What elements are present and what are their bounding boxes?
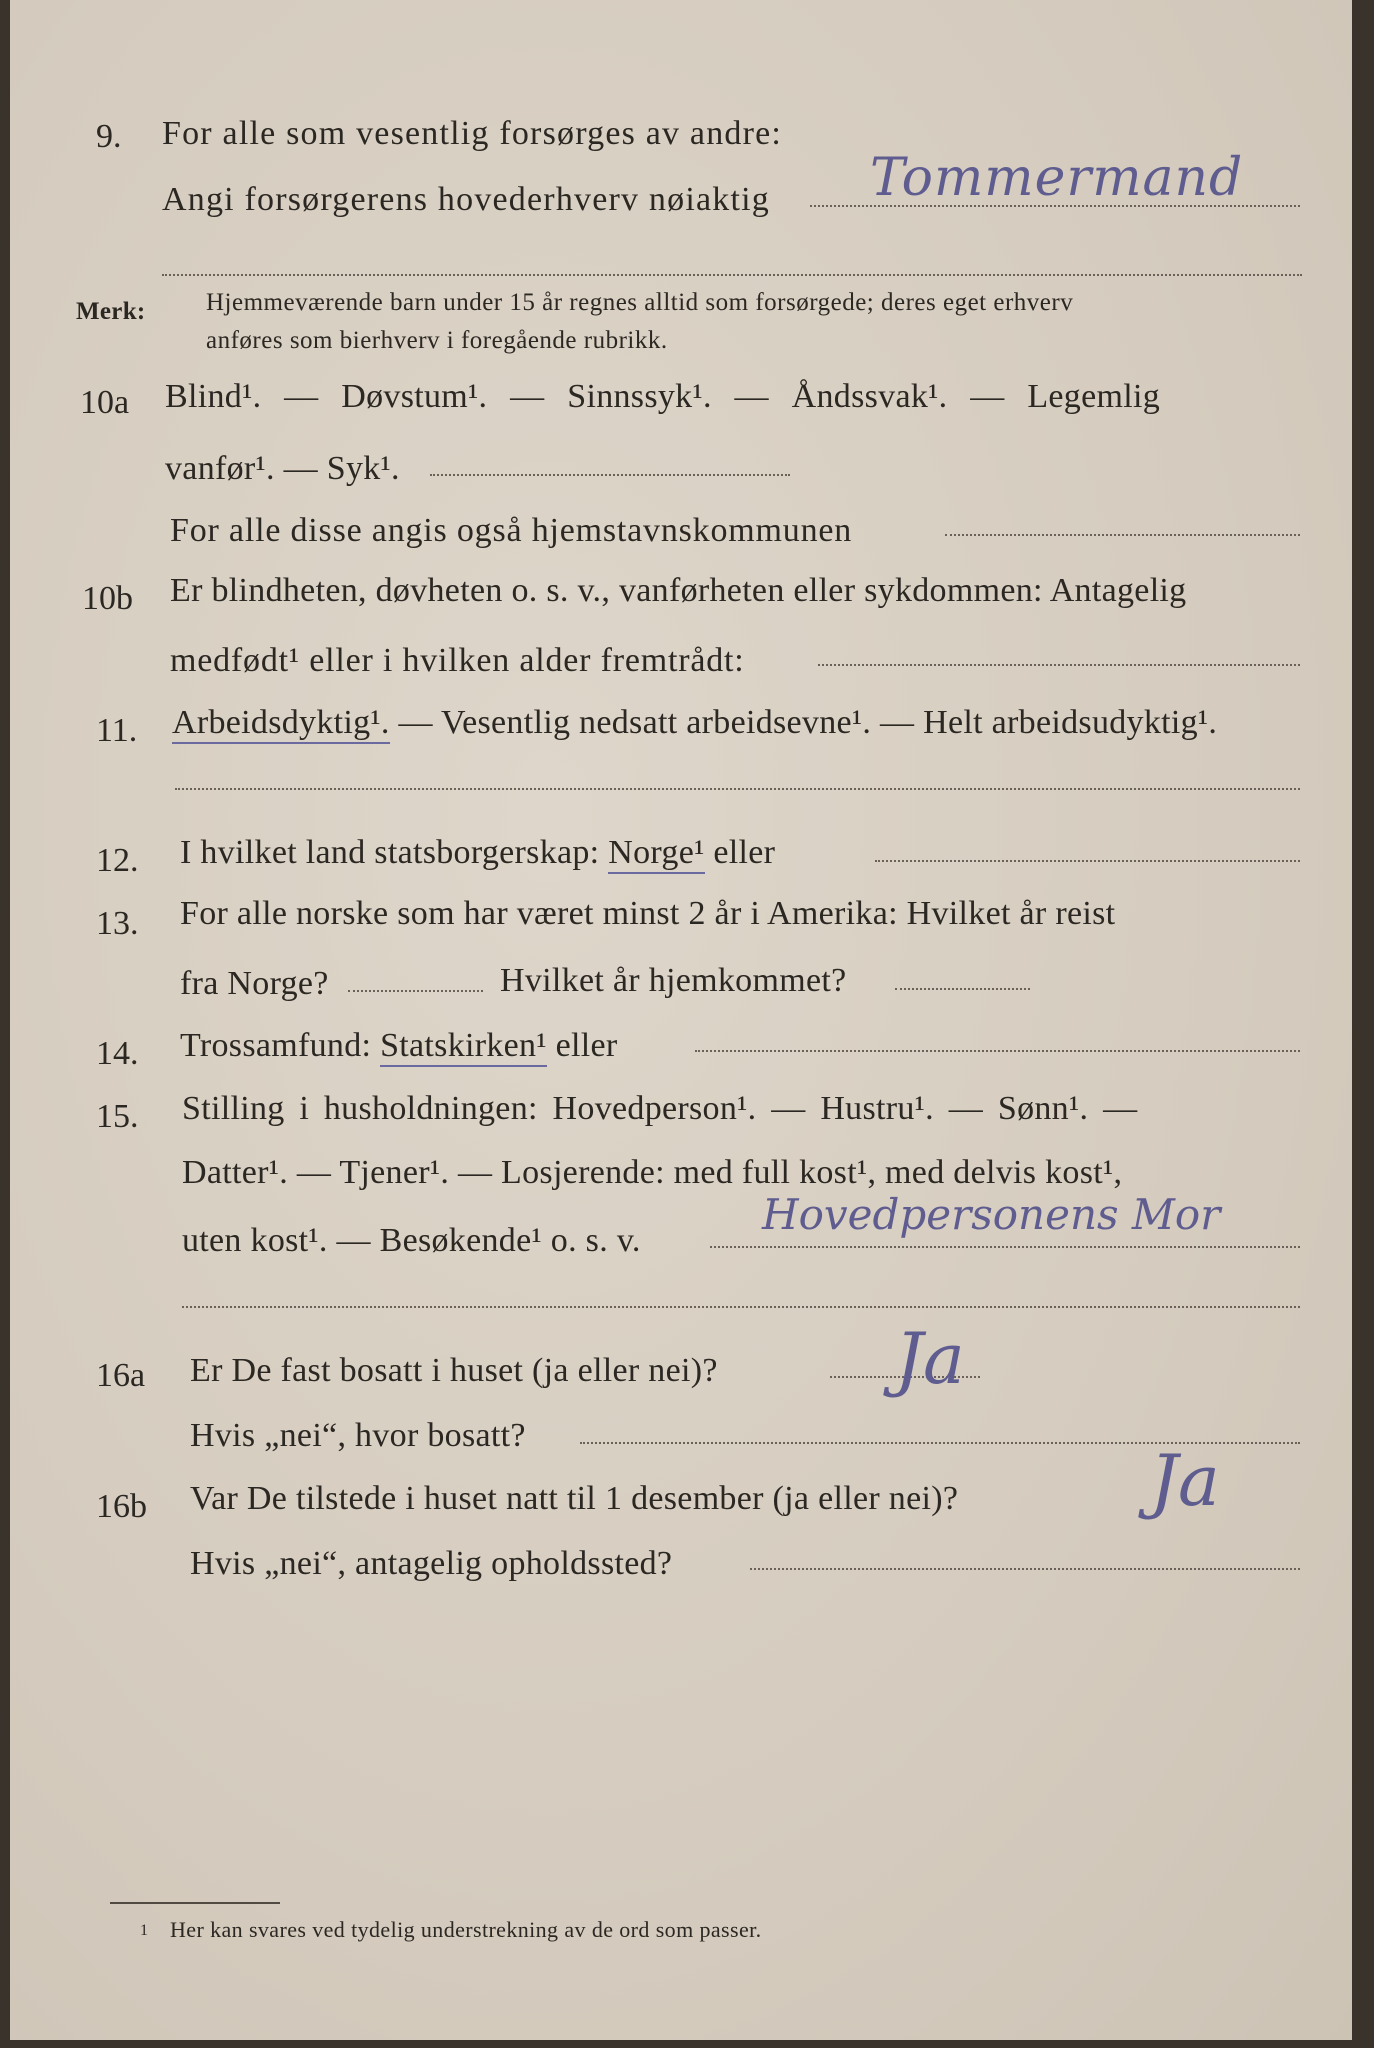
q10a-number: 10a [80, 384, 130, 421]
merk-line1: Hjemmeværende barn under 15 år regnes alltid som forsørgede; deres eget erhverv [206, 289, 1074, 316]
q12-option-norge-underlined: Norge¹ [608, 834, 704, 874]
q15-handwritten-answer: Hovedpersonens Mor [762, 1190, 1221, 1239]
q10b-number: 10b [82, 580, 133, 617]
q12-line [180, 834, 775, 872]
q13-return-year-line [895, 988, 1030, 990]
q11-extra-line [175, 788, 1300, 790]
q10a-line3: For alle disse angis også hjemstavnskommunen [170, 512, 853, 549]
q14-option-statskirken-underlined: Statskirken¹ [380, 1027, 547, 1067]
q12-number: 12. [96, 842, 139, 879]
q16b-line1: Var De tilstede i huset natt til 1 desember (ja eller nei)? [190, 1480, 959, 1517]
q12-suffix: eller [704, 834, 776, 871]
q14-prefix: Trossamfund: [180, 1027, 381, 1064]
q12-answer-line [875, 860, 1300, 862]
q14-number: 14. [96, 1035, 139, 1072]
q11-number: 11. [96, 712, 138, 749]
q16b-number: 16b [96, 1488, 147, 1525]
q11-line [172, 704, 1217, 742]
q16b-where-line [750, 1568, 1300, 1570]
q16a-handwritten-answer: Ja [895, 1318, 965, 1400]
q12-prefix: I hvilket land statsborgerskap: [180, 834, 609, 871]
q13-left-year-line [348, 990, 483, 992]
q10b-line2: medfødt¹ eller i hvilken alder fremtrådt: [170, 642, 745, 679]
q15-line2: Datter¹. — Tjener¹. — Losjerende: med full kost¹, med delvis kost¹, [182, 1154, 1123, 1191]
q11-option-arbeidsdyktig-underlined: Arbeidsdyktig¹. [172, 704, 390, 744]
q16a-number: 16a [96, 1357, 146, 1394]
q10a-answer-line [430, 474, 790, 476]
q15-line1: Stilling i husholdningen: Hovedperson¹. — Hustru¹. — Sønn¹. — [182, 1090, 1138, 1127]
q15-answer-line [710, 1246, 1300, 1248]
footnote-rule [110, 1902, 280, 1904]
q11-rest: — Vesentlig nedsatt arbeidsevne¹. — Helt arbeidsudyktig¹. [389, 704, 1218, 741]
q9-line2: Angi forsørgerens hovederhverv nøiaktig [162, 181, 770, 218]
q9-line1: For alle som vesentlig forsørges av andre: [162, 115, 783, 152]
q16b-handwritten-answer: Ja [1150, 1440, 1220, 1522]
q10a-line2: vanfør¹. — Syk¹. [165, 450, 400, 487]
q10a-hometown-line [945, 534, 1300, 536]
q9-handwritten-answer: Tommermand [870, 148, 1244, 208]
footnote-mark: 1 [140, 1922, 149, 1939]
q13-line2b: Hvilket år hjemkommet? [500, 962, 847, 999]
q13-number: 13. [96, 905, 139, 942]
q13-line2a: fra Norge? [180, 965, 329, 1002]
merk-label: Merk: [76, 298, 146, 325]
q14-suffix: eller [546, 1027, 618, 1064]
q14-answer-line [695, 1050, 1300, 1052]
q13-line1: For alle norske som har været minst 2 år i Amerika: Hvilket år reist [180, 895, 1116, 932]
q16b-line2: Hvis „nei“, antagelig opholdssted? [190, 1545, 673, 1582]
footnote-text: Her kan svares ved tydelig understrekning av de ord som passer. [170, 1917, 762, 1942]
merk-line2: anføres som bierhverv i foregående rubrikk. [206, 327, 668, 354]
q10b-line1: Er blindheten, døvheten o. s. v., vanførheten eller sykdommen: Antagelig [170, 572, 1187, 609]
census-form-page [10, 0, 1352, 2040]
q15-line3: uten kost¹. — Besøkende¹ o. s. v. [182, 1222, 641, 1259]
q16a-line2: Hvis „nei“, hvor bosatt? [190, 1417, 526, 1454]
q10b-answer-line [818, 664, 1300, 666]
q14-line [180, 1027, 618, 1065]
q9-number: 9. [96, 118, 122, 155]
q15-extra-line [182, 1306, 1300, 1308]
q9-extra-line [162, 274, 1302, 276]
q15-number: 15. [96, 1098, 139, 1135]
q10a-line1: Blind¹. — Døvstum¹. — Sinnssyk¹. — Åndssvak¹. — Legemlig [165, 378, 1161, 415]
q16a-line1: Er De fast bosatt i huset (ja eller nei)? [190, 1352, 718, 1389]
